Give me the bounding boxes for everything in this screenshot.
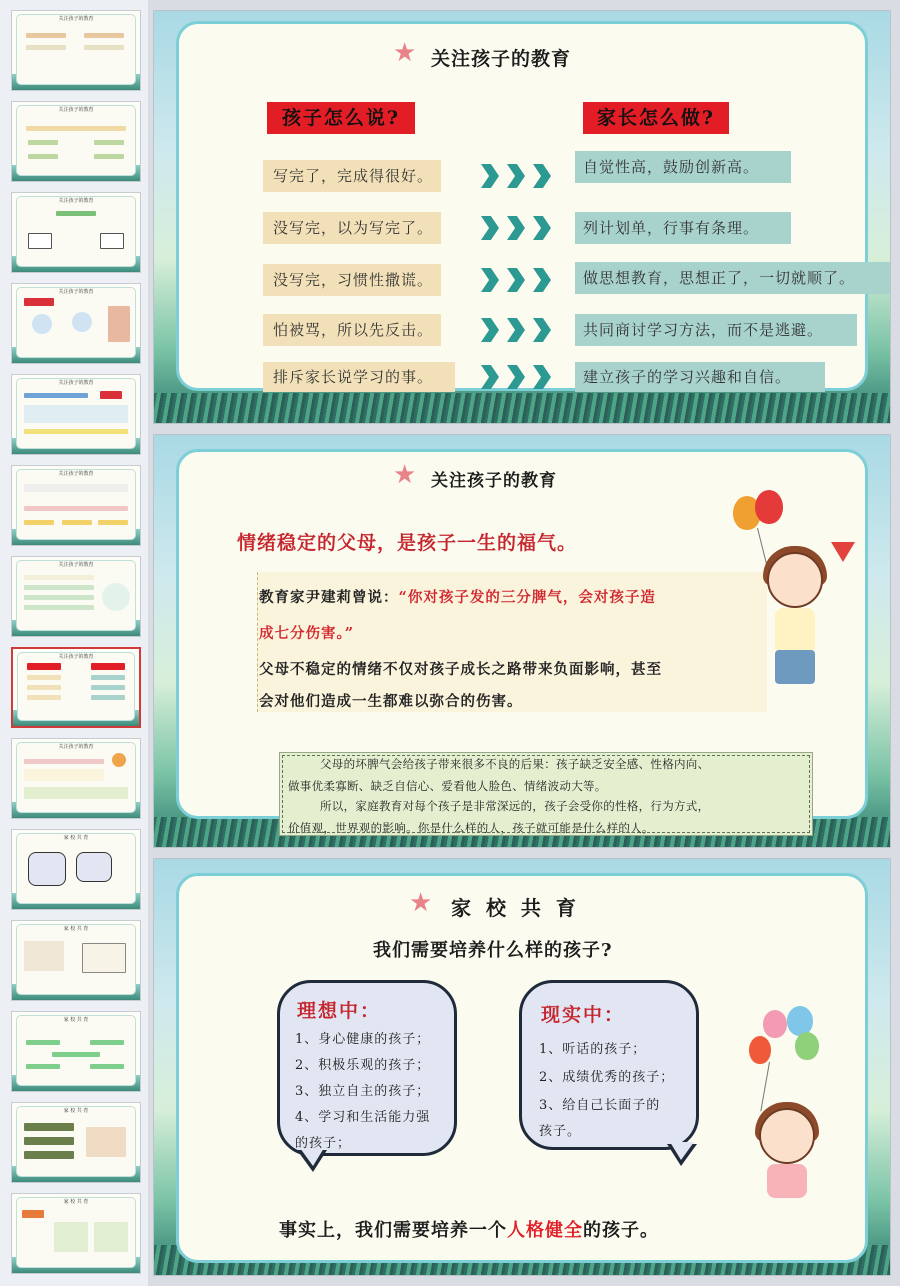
thumbnail-title: 家 校 共 育 bbox=[63, 1199, 89, 1205]
parent-action-2: 列计划单，行事有条理。 bbox=[575, 212, 791, 244]
slide-3 bbox=[153, 858, 891, 1276]
ideal-item: 1、身心健康的孩子； bbox=[295, 1032, 431, 1047]
quote-line-3: 父母不稳定的情绪不仅对孩子成长之路带来负面影响，甚至 bbox=[259, 661, 662, 678]
conclusion-prefix: 事实上，我们需要培养一个 bbox=[279, 1220, 507, 1241]
quote-prefix: 教育家尹建莉曾说： bbox=[259, 589, 399, 606]
thumbnail-title: 关注孩子的教育 bbox=[58, 744, 94, 750]
flag-icon bbox=[831, 542, 855, 562]
thumbnail-slide-4[interactable] bbox=[11, 283, 141, 364]
parent-action-3: 做思想教育，思想正了，一切就顺了。 bbox=[575, 262, 891, 294]
child-statement-3: 没写完，习惯性撒谎。 bbox=[263, 264, 441, 296]
ideal-title: 理想中： bbox=[297, 1000, 382, 1022]
thumbnail-slide-9[interactable] bbox=[11, 738, 141, 819]
quote-text-end: 成七分伤害。” bbox=[259, 625, 355, 642]
arrow-icon bbox=[481, 216, 557, 240]
slide-2-panel bbox=[176, 449, 868, 835]
quote-line-2 bbox=[259, 622, 354, 643]
parent-action-5: 建立孩子的学习兴趣和自信。 bbox=[575, 362, 825, 392]
quote-text: “你对孩子发的三分脾气，会对孩子造 bbox=[398, 589, 656, 606]
thumbnail-title: 关注孩子的教育 bbox=[58, 16, 94, 22]
reality-item: 孩子。 bbox=[539, 1124, 582, 1139]
consequence-para-1: 父母的坏脾气会给孩子带来很多不良的后果：孩子缺乏安全感、性格内向、 bbox=[320, 757, 710, 771]
thumbnail-title: 家 校 共 育 bbox=[63, 1017, 89, 1023]
thumbnail-slide-3[interactable] bbox=[11, 192, 141, 273]
thumbnail-title: 家 校 共 育 bbox=[63, 1108, 89, 1114]
reality-title: 现实中： bbox=[541, 1004, 626, 1026]
conclusion-suffix: 的孩子。 bbox=[583, 1220, 659, 1241]
parent-action-4: 共同商讨学习方法，而不是逃避。 bbox=[575, 314, 857, 346]
consequence-para-3: 所以，家庭教育对每个孩子是非常深远的，孩子会受你的性格，行为方式， bbox=[320, 799, 710, 813]
thumbnail-slide-11[interactable] bbox=[11, 920, 141, 1001]
thumbnail-slide-6[interactable] bbox=[11, 465, 141, 546]
thumbnail-title: 关注孩子的教育 bbox=[58, 562, 94, 568]
thumbnail-title: 关注孩子的教育 bbox=[58, 654, 94, 660]
girl-illustration bbox=[739, 1006, 849, 1206]
ideal-item: 4、学习和生活能力强 bbox=[295, 1110, 431, 1125]
child-statement-1: 写完了，完成得很好。 bbox=[263, 160, 441, 192]
arrow-icon bbox=[481, 164, 557, 188]
consequence-para-2: 做事优柔寡断、缺乏自信心、爱看他人脸色、情绪波动大等。 bbox=[288, 779, 607, 793]
reality-item: 1、听话的孩子； bbox=[539, 1042, 647, 1057]
slide-title: 关注孩子的教育 bbox=[431, 471, 557, 491]
slide-title: 关注孩子的教育 bbox=[431, 48, 572, 70]
ideal-item: 2、积极乐观的孩子； bbox=[295, 1058, 431, 1073]
thumbnail-slide-1[interactable] bbox=[11, 10, 141, 91]
star-icon: ★ bbox=[393, 38, 417, 68]
thumbnail-slide-2[interactable] bbox=[11, 101, 141, 182]
conclusion-highlight: 人格健全 bbox=[507, 1220, 583, 1241]
thumbnail-title: 家 校 共 育 bbox=[63, 835, 89, 841]
thumbnail-title: 关注孩子的教育 bbox=[58, 107, 94, 113]
star-icon: ★ bbox=[393, 460, 417, 490]
slide-title: 家 校 共 育 bbox=[451, 896, 580, 920]
thumbnail-title: 关注孩子的教育 bbox=[58, 471, 94, 477]
conclusion-text bbox=[279, 1216, 659, 1242]
consequence-box bbox=[279, 752, 813, 836]
star-icon: ★ bbox=[409, 888, 433, 918]
slide-2 bbox=[153, 434, 891, 848]
quote-line-4: 会对他们造成一生都难以弥合的伤害。 bbox=[259, 693, 523, 710]
parent-does-header: 家长怎么做? bbox=[583, 102, 729, 134]
grass-decoration bbox=[154, 393, 890, 423]
girl-illustration bbox=[729, 482, 859, 722]
parent-action-1: 自觉性高，鼓励创新高。 bbox=[575, 151, 791, 183]
child-statement-4: 怕被骂，所以先反击。 bbox=[263, 314, 441, 346]
ideal-item: 3、独立自主的孩子； bbox=[295, 1084, 431, 1099]
thumbnail-slide-12[interactable] bbox=[11, 1011, 141, 1092]
thumbnail-slide-10[interactable] bbox=[11, 829, 141, 910]
slide-thumbnail-panel bbox=[0, 0, 148, 1286]
slide-3-panel bbox=[176, 873, 868, 1263]
thumbnail-title: 关注孩子的教育 bbox=[58, 380, 94, 386]
thumbnail-title: 家 校 共 育 bbox=[63, 926, 89, 932]
thumbnail-slide-14[interactable] bbox=[11, 1193, 141, 1274]
emotion-heading: 情绪稳定的父母，是孩子一生的福气。 bbox=[237, 532, 578, 554]
arrow-icon bbox=[481, 365, 557, 389]
thumbnail-slide-7[interactable] bbox=[11, 556, 141, 637]
bubble-tail bbox=[670, 1142, 694, 1160]
reality-item: 2、成绩优秀的孩子； bbox=[539, 1070, 675, 1085]
consequence-para-4: 价值观，世界观的影响。你是什么样的人，孩子就可能是什么样的人。 bbox=[288, 821, 654, 835]
reality-item: 3、给自己长面子的 bbox=[539, 1098, 661, 1113]
thumbnail-title: 关注孩子的教育 bbox=[58, 198, 94, 204]
thumbnail-slide-5[interactable] bbox=[11, 374, 141, 455]
ideal-item: 的孩子； bbox=[295, 1136, 352, 1151]
slide-1 bbox=[153, 10, 891, 424]
quote-line-1 bbox=[259, 586, 656, 607]
thumbnail-slide-8[interactable] bbox=[11, 647, 141, 728]
thumbnail-slide-13[interactable] bbox=[11, 1102, 141, 1183]
child-says-header: 孩子怎么说? bbox=[267, 102, 415, 134]
arrow-icon bbox=[481, 268, 557, 292]
arrow-icon bbox=[481, 318, 557, 342]
slide-1-panel bbox=[176, 21, 868, 391]
question-text: 我们需要培养什么样的孩子? bbox=[373, 940, 613, 961]
child-statement-5: 排斥家长说学习的事。 bbox=[263, 362, 455, 392]
child-statement-2: 没写完，以为写完了。 bbox=[263, 212, 441, 244]
thumbnail-title: 关注孩子的教育 bbox=[58, 289, 94, 295]
